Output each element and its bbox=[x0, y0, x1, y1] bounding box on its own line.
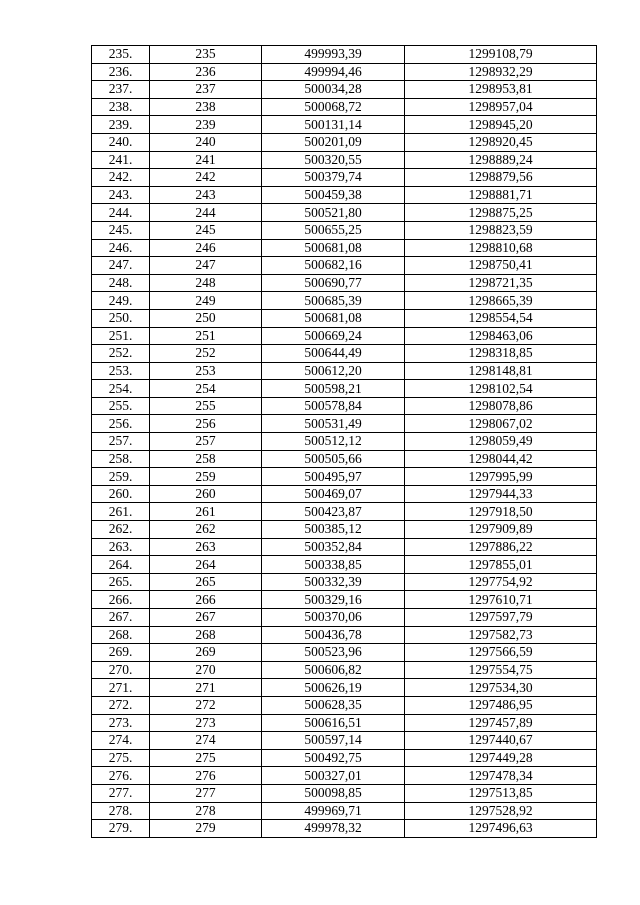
point-number-cell: 244 bbox=[150, 204, 262, 222]
point-number-cell: 247 bbox=[150, 257, 262, 275]
x-coordinate-cell: 500459,38 bbox=[262, 186, 405, 204]
table-row bbox=[92, 274, 597, 292]
row-index-cell: 256. bbox=[92, 415, 150, 433]
y-coordinate-cell: 1298879,56 bbox=[405, 169, 597, 187]
y-coordinate-cell: 1297754,92 bbox=[405, 573, 597, 591]
row-index-cell: 273. bbox=[92, 714, 150, 732]
row-index-cell: 266. bbox=[92, 591, 150, 609]
x-coordinate-cell: 500597,14 bbox=[262, 732, 405, 750]
x-coordinate-cell: 500685,39 bbox=[262, 292, 405, 310]
table-row bbox=[92, 802, 597, 820]
table-row bbox=[92, 644, 597, 662]
row-index-cell: 253. bbox=[92, 362, 150, 380]
point-number-cell: 254 bbox=[150, 380, 262, 398]
x-coordinate-cell: 500495,97 bbox=[262, 468, 405, 486]
row-index-cell: 239. bbox=[92, 116, 150, 134]
table-row bbox=[92, 696, 597, 714]
x-coordinate-cell: 500521,80 bbox=[262, 204, 405, 222]
point-number-cell: 267 bbox=[150, 609, 262, 627]
y-coordinate-cell: 1297918,50 bbox=[405, 503, 597, 521]
table-row bbox=[92, 257, 597, 275]
point-number-cell: 242 bbox=[150, 169, 262, 187]
point-number-cell: 262 bbox=[150, 521, 262, 539]
point-number-cell: 272 bbox=[150, 696, 262, 714]
row-index-cell: 247. bbox=[92, 257, 150, 275]
y-coordinate-cell: 1298067,02 bbox=[405, 415, 597, 433]
row-index-cell: 275. bbox=[92, 749, 150, 767]
y-coordinate-cell: 1297440,67 bbox=[405, 732, 597, 750]
row-index-cell: 249. bbox=[92, 292, 150, 310]
table-row bbox=[92, 46, 597, 64]
x-coordinate-cell: 500682,16 bbox=[262, 257, 405, 275]
x-coordinate-cell: 499994,46 bbox=[262, 63, 405, 81]
row-index-cell: 264. bbox=[92, 556, 150, 574]
row-index-cell: 240. bbox=[92, 133, 150, 151]
row-index-cell: 250. bbox=[92, 309, 150, 327]
y-coordinate-cell: 1298318,85 bbox=[405, 345, 597, 363]
point-number-cell: 270 bbox=[150, 661, 262, 679]
row-index-cell: 271. bbox=[92, 679, 150, 697]
point-number-cell: 264 bbox=[150, 556, 262, 574]
row-index-cell: 242. bbox=[92, 169, 150, 187]
x-coordinate-cell: 500068,72 bbox=[262, 98, 405, 116]
point-number-cell: 240 bbox=[150, 133, 262, 151]
row-index-cell: 269. bbox=[92, 644, 150, 662]
table-row bbox=[92, 362, 597, 380]
x-coordinate-cell: 500329,16 bbox=[262, 591, 405, 609]
point-number-cell: 248 bbox=[150, 274, 262, 292]
y-coordinate-cell: 1297534,30 bbox=[405, 679, 597, 697]
x-coordinate-cell: 500338,85 bbox=[262, 556, 405, 574]
y-coordinate-cell: 1297449,28 bbox=[405, 749, 597, 767]
x-coordinate-cell: 500332,39 bbox=[262, 573, 405, 591]
y-coordinate-cell: 1298102,54 bbox=[405, 380, 597, 398]
x-coordinate-cell: 500505,66 bbox=[262, 450, 405, 468]
point-number-cell: 250 bbox=[150, 309, 262, 327]
y-coordinate-cell: 1298059,49 bbox=[405, 433, 597, 451]
table-row bbox=[92, 626, 597, 644]
y-coordinate-cell: 1297610,71 bbox=[405, 591, 597, 609]
y-coordinate-cell: 1297528,92 bbox=[405, 802, 597, 820]
x-coordinate-cell: 500606,82 bbox=[262, 661, 405, 679]
x-coordinate-cell: 500201,09 bbox=[262, 133, 405, 151]
table-row bbox=[92, 345, 597, 363]
point-number-cell: 260 bbox=[150, 485, 262, 503]
table-row bbox=[92, 573, 597, 591]
y-coordinate-cell: 1298554,54 bbox=[405, 309, 597, 327]
table-row bbox=[92, 468, 597, 486]
table-row bbox=[92, 98, 597, 116]
y-coordinate-cell: 1297566,59 bbox=[405, 644, 597, 662]
point-number-cell: 235 bbox=[150, 46, 262, 64]
y-coordinate-cell: 1297496,63 bbox=[405, 820, 597, 838]
x-coordinate-cell: 500616,51 bbox=[262, 714, 405, 732]
point-number-cell: 259 bbox=[150, 468, 262, 486]
point-number-cell: 246 bbox=[150, 239, 262, 257]
point-number-cell: 241 bbox=[150, 151, 262, 169]
point-number-cell: 279 bbox=[150, 820, 262, 838]
x-coordinate-cell: 500612,20 bbox=[262, 362, 405, 380]
table-row bbox=[92, 81, 597, 99]
y-coordinate-cell: 1297597,79 bbox=[405, 609, 597, 627]
x-coordinate-cell: 500690,77 bbox=[262, 274, 405, 292]
x-coordinate-cell: 500436,78 bbox=[262, 626, 405, 644]
row-index-cell: 277. bbox=[92, 784, 150, 802]
point-number-cell: 258 bbox=[150, 450, 262, 468]
row-index-cell: 276. bbox=[92, 767, 150, 785]
y-coordinate-cell: 1297582,73 bbox=[405, 626, 597, 644]
x-coordinate-cell: 499978,32 bbox=[262, 820, 405, 838]
x-coordinate-cell: 500423,87 bbox=[262, 503, 405, 521]
point-number-cell: 277 bbox=[150, 784, 262, 802]
y-coordinate-cell: 1298750,41 bbox=[405, 257, 597, 275]
row-index-cell: 237. bbox=[92, 81, 150, 99]
y-coordinate-cell: 1297886,22 bbox=[405, 538, 597, 556]
x-coordinate-cell: 499969,71 bbox=[262, 802, 405, 820]
table-row bbox=[92, 239, 597, 257]
table-row bbox=[92, 116, 597, 134]
point-number-cell: 275 bbox=[150, 749, 262, 767]
y-coordinate-cell: 1298044,42 bbox=[405, 450, 597, 468]
table-row bbox=[92, 450, 597, 468]
y-coordinate-cell: 1298932,29 bbox=[405, 63, 597, 81]
y-coordinate-cell: 1297457,89 bbox=[405, 714, 597, 732]
row-index-cell: 259. bbox=[92, 468, 150, 486]
point-number-cell: 253 bbox=[150, 362, 262, 380]
table-row bbox=[92, 503, 597, 521]
x-coordinate-cell: 500531,49 bbox=[262, 415, 405, 433]
row-index-cell: 278. bbox=[92, 802, 150, 820]
point-number-cell: 243 bbox=[150, 186, 262, 204]
row-index-cell: 236. bbox=[92, 63, 150, 81]
x-coordinate-cell: 500578,84 bbox=[262, 397, 405, 415]
row-index-cell: 258. bbox=[92, 450, 150, 468]
point-number-cell: 239 bbox=[150, 116, 262, 134]
point-number-cell: 251 bbox=[150, 327, 262, 345]
row-index-cell: 254. bbox=[92, 380, 150, 398]
row-index-cell: 272. bbox=[92, 696, 150, 714]
point-number-cell: 278 bbox=[150, 802, 262, 820]
x-coordinate-cell: 500523,96 bbox=[262, 644, 405, 662]
point-number-cell: 245 bbox=[150, 221, 262, 239]
table-row bbox=[92, 609, 597, 627]
table-row bbox=[92, 820, 597, 838]
x-coordinate-cell: 500655,25 bbox=[262, 221, 405, 239]
point-number-cell: 257 bbox=[150, 433, 262, 451]
point-number-cell: 255 bbox=[150, 397, 262, 415]
y-coordinate-cell: 1298810,68 bbox=[405, 239, 597, 257]
coordinates-table-body bbox=[92, 46, 597, 838]
y-coordinate-cell: 1297909,89 bbox=[405, 521, 597, 539]
row-index-cell: 251. bbox=[92, 327, 150, 345]
row-index-cell: 235. bbox=[92, 46, 150, 64]
y-coordinate-cell: 1298148,81 bbox=[405, 362, 597, 380]
table-row bbox=[92, 292, 597, 310]
y-coordinate-cell: 1298463,06 bbox=[405, 327, 597, 345]
y-coordinate-cell: 1298945,20 bbox=[405, 116, 597, 134]
x-coordinate-cell: 500379,74 bbox=[262, 169, 405, 187]
table-row bbox=[92, 591, 597, 609]
x-coordinate-cell: 500644,49 bbox=[262, 345, 405, 363]
y-coordinate-cell: 1297513,85 bbox=[405, 784, 597, 802]
point-number-cell: 274 bbox=[150, 732, 262, 750]
table-row bbox=[92, 380, 597, 398]
y-coordinate-cell: 1297486,95 bbox=[405, 696, 597, 714]
y-coordinate-cell: 1298957,04 bbox=[405, 98, 597, 116]
table-row bbox=[92, 151, 597, 169]
table-row bbox=[92, 169, 597, 187]
row-index-cell: 238. bbox=[92, 98, 150, 116]
y-coordinate-cell: 1298920,45 bbox=[405, 133, 597, 151]
y-coordinate-cell: 1297478,34 bbox=[405, 767, 597, 785]
point-number-cell: 261 bbox=[150, 503, 262, 521]
point-number-cell: 263 bbox=[150, 538, 262, 556]
table-row bbox=[92, 538, 597, 556]
point-number-cell: 276 bbox=[150, 767, 262, 785]
table-row bbox=[92, 784, 597, 802]
y-coordinate-cell: 1297995,99 bbox=[405, 468, 597, 486]
x-coordinate-cell: 500681,08 bbox=[262, 309, 405, 327]
y-coordinate-cell: 1298881,71 bbox=[405, 186, 597, 204]
table-row bbox=[92, 63, 597, 81]
x-coordinate-cell: 500327,01 bbox=[262, 767, 405, 785]
y-coordinate-cell: 1298875,25 bbox=[405, 204, 597, 222]
row-index-cell: 261. bbox=[92, 503, 150, 521]
row-index-cell: 246. bbox=[92, 239, 150, 257]
table-row bbox=[92, 397, 597, 415]
row-index-cell: 241. bbox=[92, 151, 150, 169]
x-coordinate-cell: 500320,55 bbox=[262, 151, 405, 169]
y-coordinate-cell: 1298823,59 bbox=[405, 221, 597, 239]
x-coordinate-cell: 500626,19 bbox=[262, 679, 405, 697]
y-coordinate-cell: 1298889,24 bbox=[405, 151, 597, 169]
table-row bbox=[92, 556, 597, 574]
x-coordinate-cell: 500598,21 bbox=[262, 380, 405, 398]
table-row bbox=[92, 133, 597, 151]
table-row bbox=[92, 749, 597, 767]
table-row bbox=[92, 433, 597, 451]
table-row bbox=[92, 309, 597, 327]
row-index-cell: 263. bbox=[92, 538, 150, 556]
point-number-cell: 237 bbox=[150, 81, 262, 99]
coordinates-table bbox=[91, 45, 597, 838]
point-number-cell: 256 bbox=[150, 415, 262, 433]
row-index-cell: 267. bbox=[92, 609, 150, 627]
table-row bbox=[92, 204, 597, 222]
x-coordinate-cell: 500492,75 bbox=[262, 749, 405, 767]
table-row bbox=[92, 415, 597, 433]
y-coordinate-cell: 1298721,35 bbox=[405, 274, 597, 292]
x-coordinate-cell: 500669,24 bbox=[262, 327, 405, 345]
y-coordinate-cell: 1297554,75 bbox=[405, 661, 597, 679]
row-index-cell: 265. bbox=[92, 573, 150, 591]
table-row bbox=[92, 485, 597, 503]
row-index-cell: 245. bbox=[92, 221, 150, 239]
x-coordinate-cell: 500681,08 bbox=[262, 239, 405, 257]
row-index-cell: 279. bbox=[92, 820, 150, 838]
point-number-cell: 265 bbox=[150, 573, 262, 591]
row-index-cell: 257. bbox=[92, 433, 150, 451]
table-row bbox=[92, 679, 597, 697]
x-coordinate-cell: 500131,14 bbox=[262, 116, 405, 134]
x-coordinate-cell: 500469,07 bbox=[262, 485, 405, 503]
point-number-cell: 236 bbox=[150, 63, 262, 81]
x-coordinate-cell: 499993,39 bbox=[262, 46, 405, 64]
x-coordinate-cell: 500352,84 bbox=[262, 538, 405, 556]
x-coordinate-cell: 500034,28 bbox=[262, 81, 405, 99]
y-coordinate-cell: 1298665,39 bbox=[405, 292, 597, 310]
y-coordinate-cell: 1299108,79 bbox=[405, 46, 597, 64]
x-coordinate-cell: 500098,85 bbox=[262, 784, 405, 802]
point-number-cell: 271 bbox=[150, 679, 262, 697]
x-coordinate-cell: 500370,06 bbox=[262, 609, 405, 627]
x-coordinate-cell: 500628,35 bbox=[262, 696, 405, 714]
row-index-cell: 260. bbox=[92, 485, 150, 503]
table-row bbox=[92, 732, 597, 750]
table-row bbox=[92, 327, 597, 345]
y-coordinate-cell: 1297855,01 bbox=[405, 556, 597, 574]
x-coordinate-cell: 500385,12 bbox=[262, 521, 405, 539]
point-number-cell: 268 bbox=[150, 626, 262, 644]
row-index-cell: 248. bbox=[92, 274, 150, 292]
y-coordinate-cell: 1297944,33 bbox=[405, 485, 597, 503]
point-number-cell: 269 bbox=[150, 644, 262, 662]
row-index-cell: 262. bbox=[92, 521, 150, 539]
table-row bbox=[92, 714, 597, 732]
row-index-cell: 255. bbox=[92, 397, 150, 415]
row-index-cell: 252. bbox=[92, 345, 150, 363]
table-row bbox=[92, 186, 597, 204]
row-index-cell: 270. bbox=[92, 661, 150, 679]
row-index-cell: 274. bbox=[92, 732, 150, 750]
y-coordinate-cell: 1298953,81 bbox=[405, 81, 597, 99]
point-number-cell: 249 bbox=[150, 292, 262, 310]
row-index-cell: 243. bbox=[92, 186, 150, 204]
y-coordinate-cell: 1298078,86 bbox=[405, 397, 597, 415]
row-index-cell: 244. bbox=[92, 204, 150, 222]
x-coordinate-cell: 500512,12 bbox=[262, 433, 405, 451]
table-row bbox=[92, 767, 597, 785]
point-number-cell: 266 bbox=[150, 591, 262, 609]
row-index-cell: 268. bbox=[92, 626, 150, 644]
table-row bbox=[92, 661, 597, 679]
point-number-cell: 252 bbox=[150, 345, 262, 363]
table-row bbox=[92, 521, 597, 539]
table-row bbox=[92, 221, 597, 239]
point-number-cell: 273 bbox=[150, 714, 262, 732]
point-number-cell: 238 bbox=[150, 98, 262, 116]
